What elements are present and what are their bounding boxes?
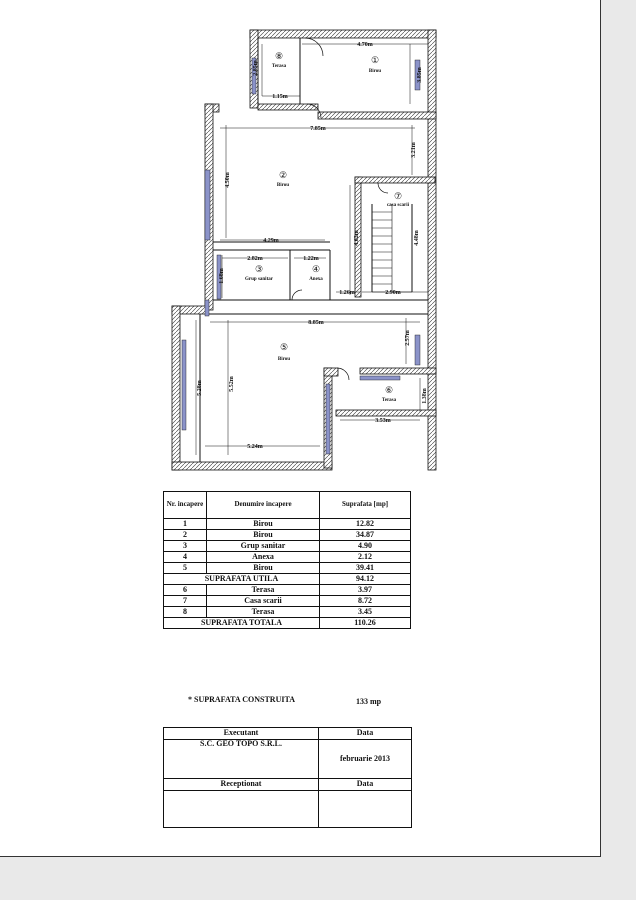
room-6-number: ⑥ [384,385,394,395]
cell-name: Birou [207,530,320,541]
dimension-labels [197,42,428,450]
dim-label: 1.26m [339,290,355,296]
utila-label: SUPRAFATA UTILA [164,574,320,585]
cell-nr: 7 [164,596,207,607]
construita-value: 133 mp [356,697,382,706]
dim-label: 8.85m [308,320,324,326]
table-row [164,530,411,541]
table-row [164,541,411,552]
dim-label: 5.52m [229,376,235,392]
executant-value: S.C. GEO TOPO S.R.L. [164,740,319,779]
date-value: februarie 2013 [319,740,412,779]
col-header-nr: Nr. incapere [164,492,207,519]
receptionat-header: Receptionat [164,779,319,791]
cell-name: Anexa [207,552,320,563]
dim-label: 7.85m [310,126,326,132]
room-3-name: Grup sanitar [245,277,273,282]
doors [292,38,388,380]
cell-area: 3.97 [320,585,411,596]
dim-label: 2.82m [247,256,263,262]
table-row [164,607,411,618]
dim-label: 5.28m [197,380,203,396]
cell-nr: 6 [164,585,207,596]
cell-nr: 4 [164,552,207,563]
dim-label: 3.21m [411,142,417,158]
table-row [164,519,411,530]
table-row [164,563,411,574]
staircase [372,204,428,292]
utila-value: 94.12 [320,574,411,585]
room-8-name: Terasa [271,64,287,69]
signature-table [163,727,412,828]
construita-label: * SUPRAFATA CONSTRUITA [188,695,295,704]
room-4-name: Anexa [309,277,323,282]
room-1-number: ① [370,55,380,65]
cell-nr: 5 [164,563,207,574]
room-2-number: ② [278,170,288,180]
room-8-number: ⑧ [274,51,284,61]
totala-value: 110.26 [320,618,411,629]
cell-area: 8.72 [320,596,411,607]
dim-label: 2.85m [253,60,259,76]
dim-label: 3.53m [375,418,391,424]
dim-label: 1.38m [422,388,428,404]
cell-name: Terasa [207,585,320,596]
cell-nr: 2 [164,530,207,541]
cell-area: 12.82 [320,519,411,530]
receptionat-value [164,791,319,828]
cell-area: 39.41 [320,563,411,574]
room-7-name: casa scarii [386,203,410,208]
cell-nr: 3 [164,541,207,552]
data-header: Data [319,728,412,740]
col-header-area: Suprafata [mp] [320,492,411,519]
dim-label: 4.50m [225,172,231,188]
cell-nr: 1 [164,519,207,530]
subtotal-row [164,574,411,585]
dim-label: 4.62m [354,230,360,246]
room-1-name: Birou [368,69,382,74]
room-2-name: Birou [276,183,290,188]
table-row [164,585,411,596]
cell-name: Birou [207,563,320,574]
dim-label: 5.24m [247,444,263,450]
dim-label: 1.15m [272,94,288,100]
room-7-number: ⑦ [393,191,403,201]
room-5-number: ⑤ [279,342,289,352]
room-3-number: ③ [254,264,264,274]
room-5-name: Birou [277,357,291,362]
data-header-2: Data [319,779,412,791]
cell-name: Terasa [207,607,320,618]
cell-name: Grup sanitar [207,541,320,552]
room-4-number: ④ [311,264,321,274]
table-row [164,596,411,607]
executant-header: Executant [164,728,319,740]
cell-nr: 8 [164,607,207,618]
receptionat-date-value [319,791,412,828]
dim-label: 4.29m [263,238,279,244]
dim-label: 2.57m [405,330,411,346]
dim-label: 4.70m [357,42,373,48]
table-row [164,552,411,563]
cell-name: Birou [207,519,320,530]
dim-label: 3.85m [417,67,423,83]
dim-label: 2.90m [385,290,401,296]
col-header-name: Denumire incapere [207,492,320,519]
cell-area: 3.45 [320,607,411,618]
total-row [164,618,411,629]
cell-area: 34.87 [320,530,411,541]
cell-name: Casa scarii [207,596,320,607]
cell-area: 4.90 [320,541,411,552]
dim-label: 1.22m [303,256,319,262]
totala-label: SUPRAFATA TOTALA [164,618,320,629]
room-6-name: Terasa [381,398,397,403]
cell-area: 2.12 [320,552,411,563]
dim-label: 1.68m [219,268,225,284]
dim-label: 4.48m [414,230,420,246]
area-table [163,491,411,629]
